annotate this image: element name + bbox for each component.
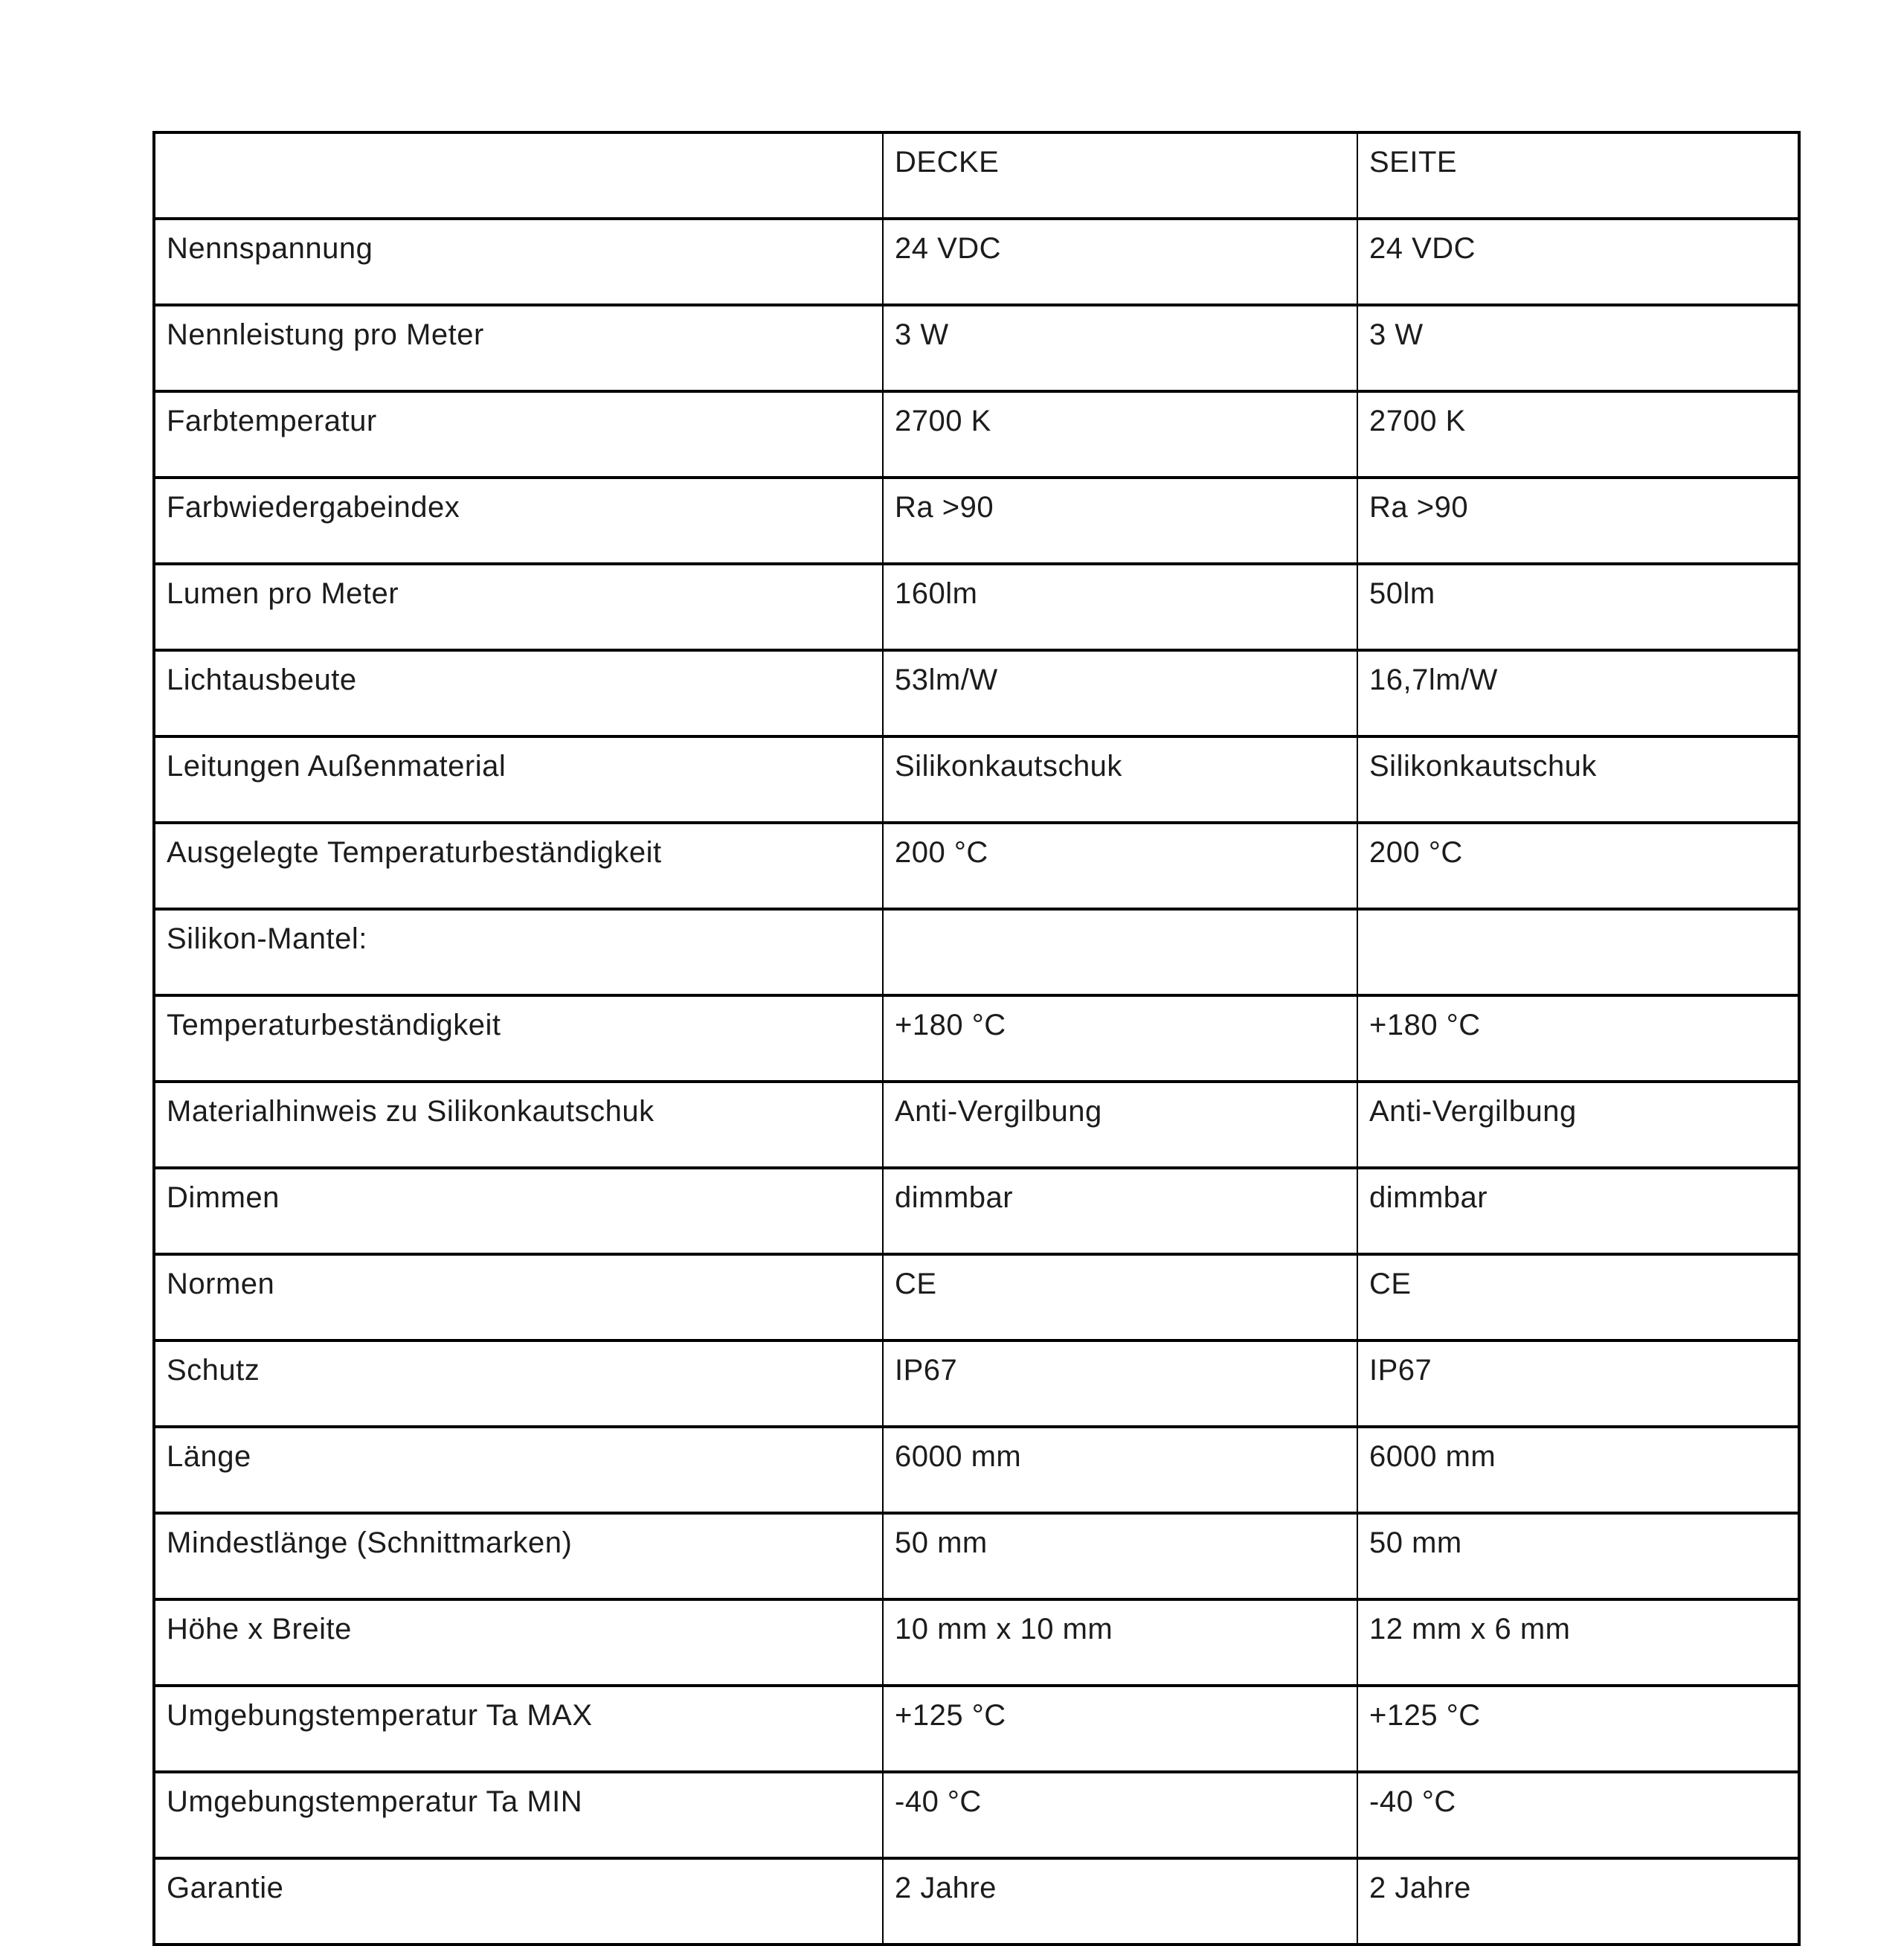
spec-table-body [154,219,1799,1945]
seite-value-cell: Anti-Vergilbung [1357,1082,1799,1168]
table-row [154,1858,1799,1945]
seite-value-cell: dimmbar [1357,1168,1799,1254]
spec-label-cell: Mindestlänge (Schnittmarken) [154,1513,883,1599]
seite-value-cell: Ra >90 [1357,478,1799,564]
spec-label-cell: Temperaturbeständigkeit [154,995,883,1082]
table-row [154,823,1799,909]
spec-label-cell: Normen [154,1254,883,1340]
table-row [154,736,1799,823]
spec-label-cell: Materialhinweis zu Silikonkautschuk [154,1082,883,1168]
seite-value-cell: 12 mm x 6 mm [1357,1599,1799,1686]
spec-label-cell: Umgebungstemperatur Ta MAX [154,1686,883,1772]
seite-value-cell: 3 W [1357,305,1799,391]
decke-value-cell: 50 mm [883,1513,1357,1599]
seite-value-cell: 50lm [1357,564,1799,650]
spec-label-cell: Leitungen Außenmaterial [154,736,883,823]
table-row [154,1772,1799,1858]
spec-label-cell: Lumen pro Meter [154,564,883,650]
table-row [154,1686,1799,1772]
table-row [154,995,1799,1082]
spec-label-cell: Farbwiedergabeindex [154,478,883,564]
table-row [154,1340,1799,1427]
seite-value-cell: 50 mm [1357,1513,1799,1599]
spec-label-cell: Nennspannung [154,219,883,305]
decke-value-cell: +125 °C [883,1686,1357,1772]
table-row [154,564,1799,650]
table-row [154,1082,1799,1168]
decke-value-cell: IP67 [883,1340,1357,1427]
table-row [154,391,1799,478]
seite-value-cell: Silikonkautschuk [1357,736,1799,823]
seite-value-cell: CE [1357,1254,1799,1340]
spec-label-cell: Schutz [154,1340,883,1427]
header-row [154,132,1799,219]
spec-label-cell: Ausgelegte Temperaturbeständigkeit [154,823,883,909]
seite-value-cell: 16,7lm/W [1357,650,1799,736]
header-cell-decke: DECKE [883,132,1357,219]
seite-value-cell: -40 °C [1357,1772,1799,1858]
decke-value-cell: 200 °C [883,823,1357,909]
header-cell-empty [154,132,883,219]
decke-value-cell: Anti-Vergilbung [883,1082,1357,1168]
seite-value-cell: +180 °C [1357,995,1799,1082]
seite-value-cell [1357,909,1799,995]
seite-value-cell: IP67 [1357,1340,1799,1427]
decke-value-cell: +180 °C [883,995,1357,1082]
table-row [154,219,1799,305]
table-row [154,650,1799,736]
spec-label-cell: Länge [154,1427,883,1513]
table-row [154,909,1799,995]
seite-value-cell: 2700 K [1357,391,1799,478]
decke-value-cell: 2 Jahre [883,1858,1357,1945]
decke-value-cell: 10 mm x 10 mm [883,1599,1357,1686]
table-row [154,1599,1799,1686]
decke-value-cell: 24 VDC [883,219,1357,305]
seite-value-cell: 6000 mm [1357,1427,1799,1513]
decke-value-cell: 160lm [883,564,1357,650]
decke-value-cell: Ra >90 [883,478,1357,564]
spec-label-cell: Höhe x Breite [154,1599,883,1686]
spec-label-cell: Umgebungstemperatur Ta MIN [154,1772,883,1858]
decke-value-cell: -40 °C [883,1772,1357,1858]
spec-label-cell: Dimmen [154,1168,883,1254]
table-row [154,1254,1799,1340]
seite-value-cell: +125 °C [1357,1686,1799,1772]
spec-table [152,131,1801,1946]
spec-label-cell: Lichtausbeute [154,650,883,736]
decke-value-cell: Silikonkautschuk [883,736,1357,823]
decke-value-cell: 6000 mm [883,1427,1357,1513]
table-row [154,1168,1799,1254]
decke-value-cell: 3 W [883,305,1357,391]
spec-label-cell: Nennleistung pro Meter [154,305,883,391]
seite-value-cell: 24 VDC [1357,219,1799,305]
decke-value-cell: 53lm/W [883,650,1357,736]
decke-value-cell: 2700 K [883,391,1357,478]
table-row [154,305,1799,391]
spec-label-cell: Garantie [154,1858,883,1945]
header-cell-seite: SEITE [1357,132,1799,219]
decke-value-cell: dimmbar [883,1168,1357,1254]
spec-label-cell: Silikon-Mantel: [154,909,883,995]
table-row [154,1513,1799,1599]
spec-label-cell: Farbtemperatur [154,391,883,478]
decke-value-cell: CE [883,1254,1357,1340]
table-row [154,478,1799,564]
seite-value-cell: 2 Jahre [1357,1858,1799,1945]
seite-value-cell: 200 °C [1357,823,1799,909]
table-row [154,1427,1799,1513]
decke-value-cell [883,909,1357,995]
